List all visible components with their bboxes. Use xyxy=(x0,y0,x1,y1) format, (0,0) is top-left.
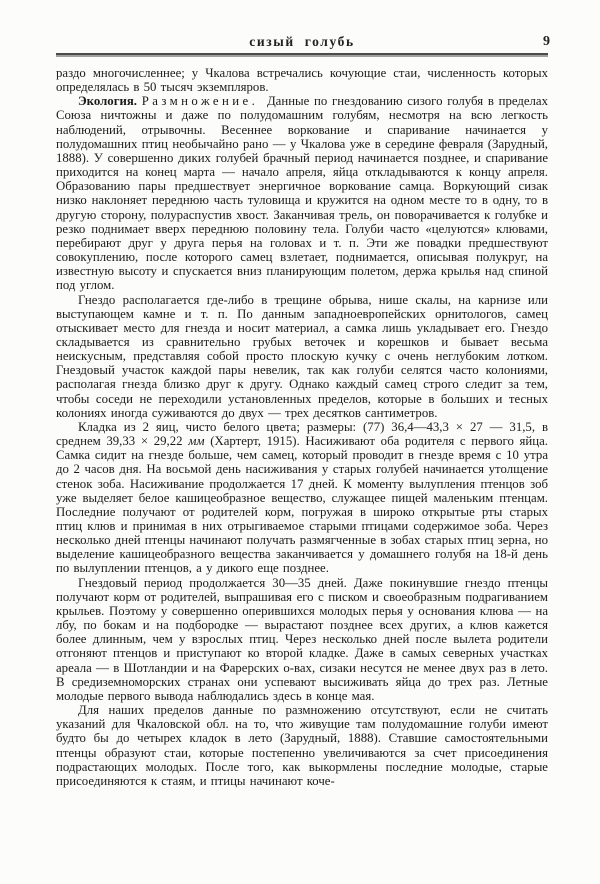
paragraph-text: Гнездо располагается где-либо в трещине обрыва, нише скалы, на карнизе или выступающем камне и т. п. По данным западноевропейских орнитологов, самец отыскивает место для гнезда и носит материал, а самка лишь укладывает его. Гнездо складывается из сравнительно грубых веточек и корешков и бывает весьма неискусным, представляя собой просто плоскую кучку с очень неглубоким лотком. Гнездовый участок каждой пары невелик, так как голуби селятся часто колониями, располагая гнезда близко друг к другу. Однако каждый самец строго следит за тем, чтобы соседи не переходили установленных пределов, которые в больших и тесных колониях иногда суживаются до двух — трех десятков сантиметров. xyxy=(56,292,548,420)
running-head xyxy=(56,34,548,51)
subsection-label-spaced: Размножение. xyxy=(141,94,259,109)
paragraph-text: раздо многочисленнее; у Чкалова встречались кочующие стаи, численность которых определялась в 50 тысяч экземпляров. xyxy=(56,66,548,95)
paragraph-nestling-period xyxy=(56,576,548,703)
paragraph-text: (Хартерт, 1915). Насиживают оба родителя с первого яйца. Самка сидит на гнезде больше, чем самец, который проводит в гнезде время с 10 утра до 2 часов дня. На восьмой день насиживания у старых голубей начинается утолщение стенок зоба. Насиживание продолжается 17 дней. К моменту вылупления птенцов зоб уже выделяет белое кашицеобразное вещество, служащее пищей маленьким птенцам. Последние получают от родителей корм, погружая в широко открытые рты старых птиц клюв и принимая в них отрыгиваемое старыми птицами содержимое зоба. Через несколько дней птенцы начинают получать размягченные в зобах старых птиц зерна, но выделение кашицеобразного вещества заканчивается у домашнего голубя на 18-й день по вылуплении птенцов, а у дикого еще позднее. xyxy=(56,434,549,576)
paragraph-text: Кладка из 2 яиц, чисто белого цвета; размеры: (77) 36,4—43,3 × 27 — 31,5, в среднем 39,33 × 29,22 xyxy=(56,419,548,449)
paragraph-breeding-data xyxy=(56,703,548,788)
section-label-bold: Экология. xyxy=(78,94,137,109)
paragraph-ecology xyxy=(56,94,548,292)
paragraph-continuation xyxy=(56,66,548,94)
measurement-unit-italic: мм xyxy=(188,434,205,449)
paragraph-clutch xyxy=(56,420,548,576)
paragraph-text: Гнездовый период продолжается 30—35 дней. Даже покинувшие гнездо птенцы получают корм от родителей, выпрашивая его с писком и своеобразным подрагиванием крыльев. Поэтому у совершенно оперившихся молодых перья у основания клюва — на лбу, по бокам и на подбородке — вырастают позднее всех других, а клюв кажется более длинным, чем у взрослых птиц. Через несколько дней после вылета родители отгоняют птенцов и приступают ко второй кладке. Даже в самых северных участках ареала — в Шотландии и на Фарерских о-вах, сизаки несутся не менее двух раз в лето. В средиземноморских странах они успевают высиживать яйца до трех раз. Летные молодые первого вывода наблюдались здесь в конце мая. xyxy=(56,575,548,703)
body-text xyxy=(56,66,548,788)
running-head-title: сизый голубь xyxy=(249,34,355,49)
paragraph-text: Данные по гнездованию сизого голубя в пределах Союза ничтожны и даже по полудомашним голубям, несмотря на всю легкость наблюдений, отрывочны. Весеннее воркование и спаривание начинается у полудомашних птиц необычайно рано — у Чкалова уже в середине февраля (Зарудный, 1888). У совершенно диких голубей брачный период начинается позднее, и спаривание приходится на конец марта — начало апреля, яйца откладываются к концу апреля. Образованию пары предшествует энергичное воркование самца. Воркующий сизак низко наклоняет переднюю часть туловища и кружится на одном месте то в одну, то в другую сторону, полураспустив хвост. Заканчивая трель, он поворачивается к голубке и резко поднимает вверх переднюю половину тела. Голуби часто «целуются» клювами, перебирают друг у друга перья на головах и т. п. Эти же повадки предшествуют совокуплению, после которого самец взлетает, поднимается, описывая полукруг, на известную высоту и спускается вниз планирующим полетом, держа крылья над спиной под углом. xyxy=(56,94,549,293)
paragraph-text: Для наших пределов данные по размножению отсутствуют, если не считать указаний для Чкаловской обл. на то, что живущие там полудомашние голуби имеют будто бы до четырех кладок в лето (Зарудный, 1888). Ставшие самостоятельными птенцы образуют стаи, которые постепенно увеличиваются за счет присоединения подрастающих молодых. После того, как выкормлены последние молодые, старые присоединяются к стаям, и птицы начинают коче- xyxy=(56,703,548,788)
page-number: 9 xyxy=(543,34,550,49)
paragraph-nest xyxy=(56,293,548,420)
header-rule xyxy=(56,53,548,55)
